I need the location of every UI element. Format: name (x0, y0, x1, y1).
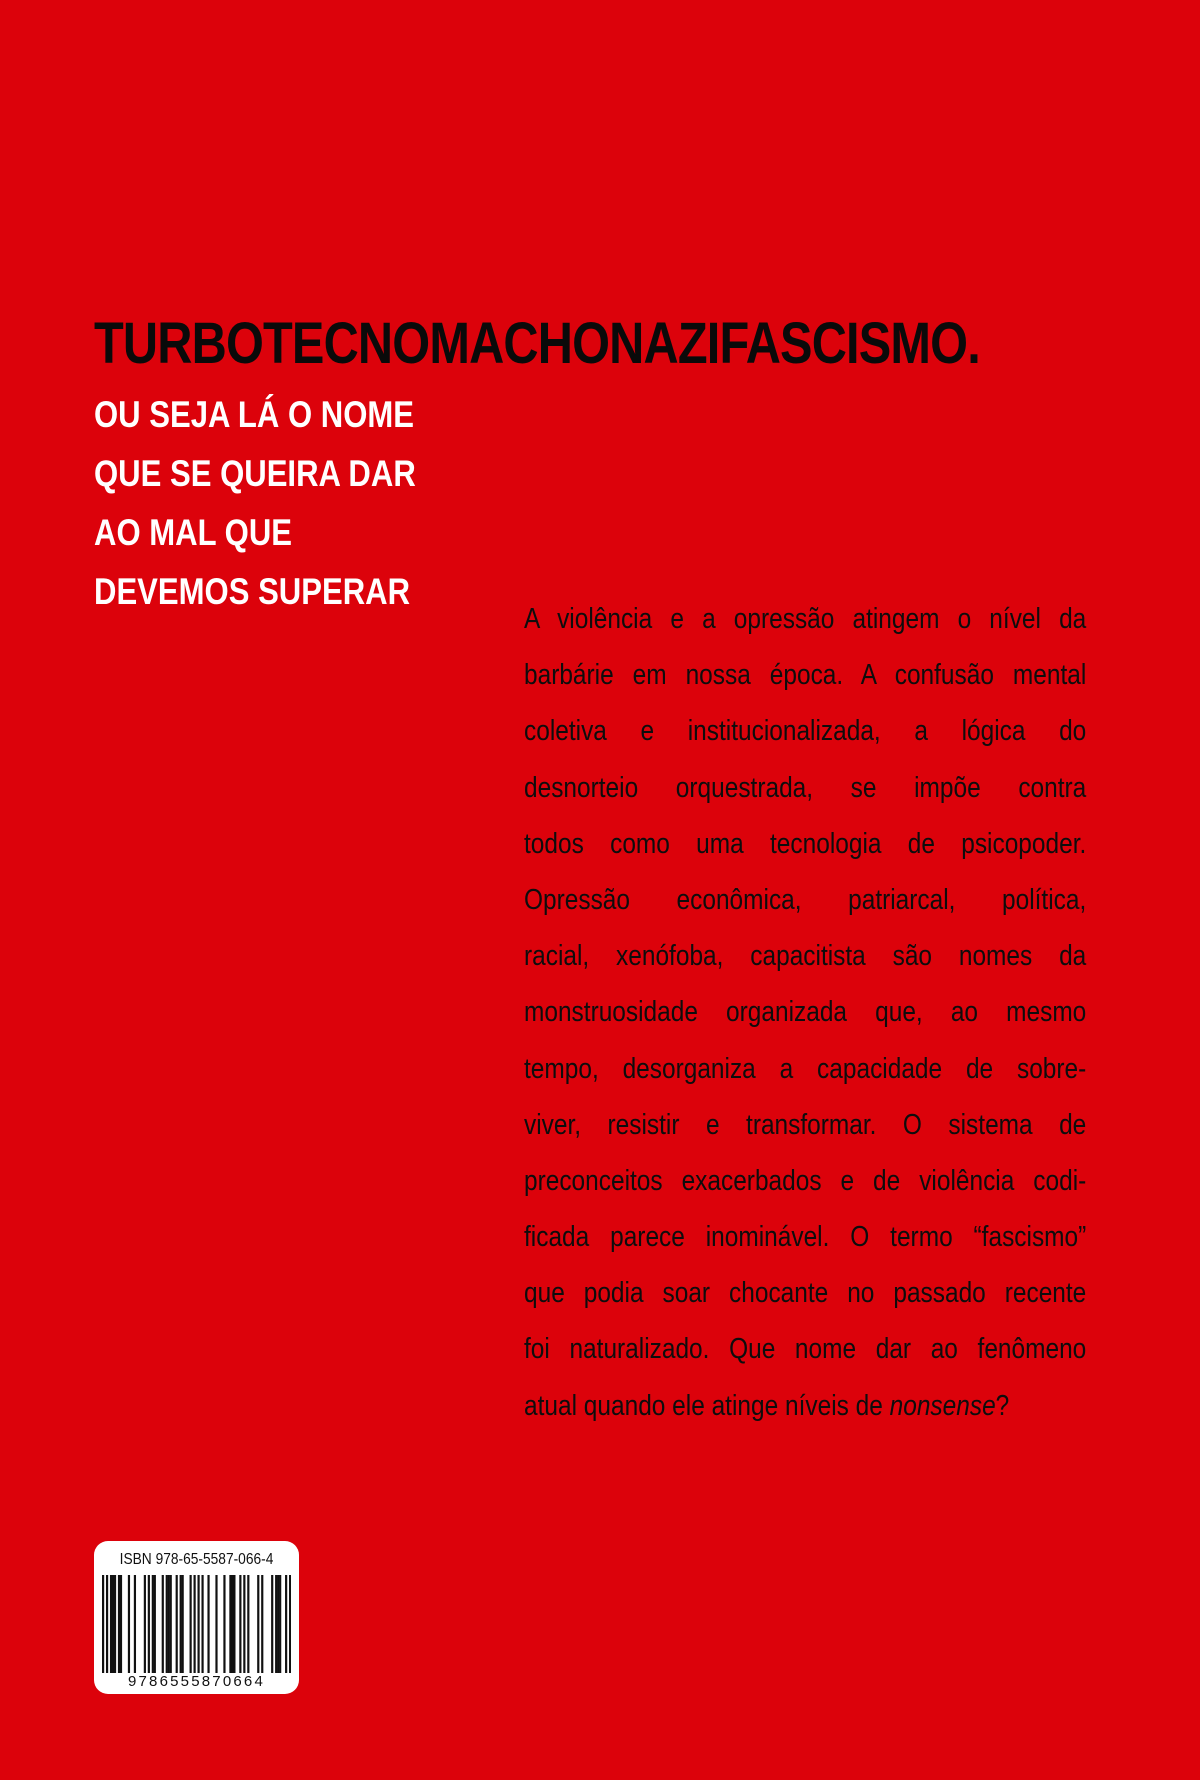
synopsis-line: viver, resistir e transformar. O sistema de (524, 1108, 1087, 1141)
barcode-bar (207, 1575, 209, 1673)
barcode-bar (257, 1575, 259, 1673)
barcode-bar (112, 1575, 114, 1673)
barcode-bar (279, 1575, 281, 1673)
synopsis-line-last (524, 1378, 1086, 1434)
synopsis-line: barbárie em nossa época. A confusão mental (524, 659, 1087, 692)
barcode-bar (152, 1575, 154, 1673)
barcode-bar (168, 1575, 170, 1673)
barcode-digits: 9786555870664 (127, 1673, 266, 1690)
synopsis-line: monstruosidade organizada que, ao mesmo (524, 996, 1087, 1029)
barcode-bar (182, 1575, 184, 1673)
barcode-bar (166, 1575, 168, 1673)
synopsis-line: coletiva e institucionalizada, a lógica do (524, 715, 1087, 748)
barcode-bar (201, 1575, 203, 1673)
synopsis-paragraph (524, 591, 1086, 1434)
subtitle-line: AO MAL QUE (94, 512, 293, 553)
barcode-bar (233, 1575, 235, 1673)
subtitle-line: QUE SE QUEIRA DAR (94, 453, 416, 494)
synopsis-line: foi naturalizado. Que nome dar ao fenômeno (524, 1333, 1087, 1366)
barcode-bar (134, 1575, 136, 1673)
barcode-bar (128, 1575, 130, 1673)
barcode-icon (102, 1575, 291, 1673)
barcode-bar (285, 1575, 287, 1673)
barcode-bar (197, 1575, 199, 1673)
barcode-bar (261, 1575, 263, 1673)
barcode-bar (229, 1575, 231, 1673)
barcode-bar (289, 1575, 291, 1673)
synopsis-line: racial, xenófoba, capacitista são nomes da (524, 940, 1087, 973)
barcode-bar (247, 1575, 249, 1673)
question-mark: ? (995, 1389, 1010, 1422)
barcode-bar (120, 1575, 122, 1673)
barcode-bar (102, 1575, 104, 1673)
synopsis-line: desnorteio orquestrada, se impõe contra (524, 771, 1087, 804)
barcode-bar (271, 1575, 273, 1673)
barcode-bar (231, 1575, 233, 1673)
barcode-bar (275, 1575, 277, 1673)
isbn-barcode-label (94, 1541, 299, 1694)
synopsis-line: Opressão econômica, patriarcal, política, (524, 883, 1087, 916)
subtitle-line: DEVEMOS SUPERAR (94, 571, 411, 612)
synopsis-line: ficada parece inominável. O termo “fascismo” (524, 1221, 1087, 1254)
synopsis-line: todos como uma tecnologia de psicopoder. (524, 827, 1087, 860)
barcode-bar (194, 1575, 196, 1673)
barcode-bar (148, 1575, 150, 1673)
isbn-number: ISBN 978-65-5587-066-4 (119, 1551, 274, 1568)
synopsis-line: tempo, desorganiza a capacidade de sobre- (524, 1052, 1087, 1085)
barcode-bar (114, 1575, 116, 1673)
synopsis-line: preconceitos exacerbados e de violência codi- (524, 1164, 1087, 1197)
barcode-bar (176, 1575, 178, 1673)
barcode-bar (144, 1575, 146, 1673)
synopsis-last-text: atual quando ele atinge níveis de (524, 1389, 890, 1422)
barcode-bar (154, 1575, 156, 1673)
barcode-bar (239, 1575, 241, 1673)
barcode-bar (106, 1575, 108, 1673)
barcode-bar (118, 1575, 120, 1673)
synopsis-line: A violência e a opressão atingem o nível da (524, 603, 1087, 635)
barcode-bar (180, 1575, 182, 1673)
synopsis-line: que podia soar chocante no passado recente (524, 1277, 1087, 1310)
subtitle-line: OU SEJA LÁ O NOME (94, 394, 415, 435)
barcode-bar (243, 1575, 245, 1673)
barcode-bar (162, 1575, 164, 1673)
barcode-bar (170, 1575, 172, 1673)
barcode-bar (223, 1575, 225, 1673)
headline-title: TURBOTECNOMACHONAZIFASCISMO. (94, 311, 980, 376)
barcode-bar (277, 1575, 279, 1673)
barcode-bar (110, 1575, 112, 1673)
nonsense-italic-word: nonsense (889, 1389, 996, 1422)
subtitle-block (94, 385, 477, 621)
barcode-bar (215, 1575, 217, 1673)
barcode-bar (190, 1575, 192, 1673)
